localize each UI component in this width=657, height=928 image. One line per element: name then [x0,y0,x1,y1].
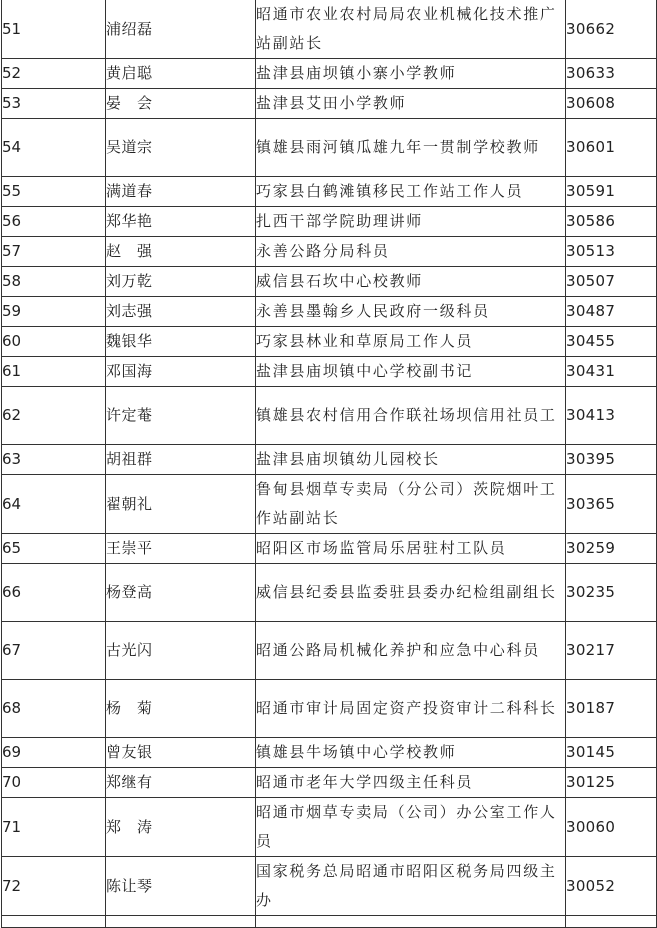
work-unit-cell: 威信县石坎中心校教师 [256,267,566,297]
row-number-cell: 70 [2,768,106,798]
table-row [2,297,657,327]
row-number-cell: 69 [2,738,106,768]
person-name-cell: 王崇平 [106,534,256,564]
row-number-cell: 62 [2,387,106,445]
work-unit-cell: 昭通市老年大学四级主任科员 [256,768,566,798]
table-row [2,357,657,387]
work-unit-cell: 鲁甸县烟草专卖局（分公司）茨院烟叶工作站副站长 [256,475,566,534]
score-cell: 30187 [566,680,657,738]
row-number-cell: 64 [2,475,106,534]
table-row [2,798,657,857]
work-unit-cell: 永善县墨翰乡人民政府一级科员 [256,297,566,327]
person-name-cell: 刘万乾 [106,267,256,297]
table-row [2,177,657,207]
score-cell: 30591 [566,177,657,207]
score-cell: 30365 [566,475,657,534]
work-unit-cell: 威信县纪委县监委驻县委办纪检组副组长 [256,564,566,622]
row-number-cell: 68 [2,680,106,738]
row-number-cell: 60 [2,327,106,357]
person-name-cell: 杨登高 [106,564,256,622]
ranking-table [1,0,657,928]
row-number-cell: 53 [2,89,106,119]
work-unit-cell: 镇雄县雨河镇瓜雄九年一贯制学校教师 [256,119,566,177]
person-name-cell: 陈让琴 [106,857,256,916]
person-name-cell: 许定菴 [106,387,256,445]
work-unit-cell: 永善公路分局科员 [256,237,566,267]
person-name-cell: 郑华艳 [106,207,256,237]
row-number-cell: 56 [2,207,106,237]
row-number-cell: 66 [2,564,106,622]
person-name-cell: 邓国海 [106,357,256,387]
row-number-cell: 55 [2,177,106,207]
work-unit-cell: 扎西干部学院助理讲师 [256,207,566,237]
score-cell: 30125 [566,768,657,798]
work-unit-cell: 镇雄县农村信用合作联社场坝信用社员工 [256,387,566,445]
row-number-cell: 54 [2,119,106,177]
score-cell: 30145 [566,738,657,768]
score-cell: 30513 [566,237,657,267]
work-unit-cell: 镇雄县牛场镇中心学校教师 [256,738,566,768]
work-unit-cell: 昭通公路局机械化养护和应急中心科员 [256,622,566,680]
person-name-cell: 杨 菊 [106,680,256,738]
row-number-cell: 65 [2,534,106,564]
person-name-cell: 赵 强 [106,237,256,267]
row-number-cell: 67 [2,622,106,680]
work-unit-cell: 盐津县艾田小学教师 [256,89,566,119]
score-cell: 30395 [566,445,657,475]
table-row [2,768,657,798]
score-cell: 30455 [566,327,657,357]
row-number-cell: 72 [2,857,106,916]
work-unit-cell: 巧家县白鹤滩镇移民工作站工作人员 [256,177,566,207]
row-number-cell: 59 [2,297,106,327]
work-unit-cell: 国家税务总局昭通市昭阳区税务局四级主办 [256,857,566,916]
row-number-cell: 71 [2,798,106,857]
table-row [2,564,657,622]
score-cell: 30586 [566,207,657,237]
score-cell: 30507 [566,267,657,297]
score-cell: 30431 [566,357,657,387]
work-unit-cell: 巧家县林业和草原局工作人员 [256,327,566,357]
row-number-cell: 57 [2,237,106,267]
person-name-cell: 黄启聪 [106,59,256,89]
table-row [2,387,657,445]
work-unit-cell: 昭通市审计局固定资产投资审计二科科长 [256,680,566,738]
person-name-cell: 郑 涛 [106,798,256,857]
person-name-cell: 刘志强 [106,297,256,327]
work-unit-cell: 盐津县庙坝镇中心学校副书记 [256,357,566,387]
row-number-cell: 61 [2,357,106,387]
person-name-cell: 翟朝礼 [106,475,256,534]
table-row [2,237,657,267]
table-row [2,738,657,768]
work-unit-cell: 盐津县庙坝镇幼儿园校长 [256,445,566,475]
person-name-cell: 魏银华 [106,327,256,357]
person-name-cell: 胡祖群 [106,445,256,475]
table-row [2,475,657,534]
table-row [2,327,657,357]
table-row [2,267,657,297]
row-number-cell: 51 [2,0,106,59]
score-cell: 30259 [566,534,657,564]
score-cell: 30413 [566,387,657,445]
ranking-table-body [2,0,657,928]
person-name-cell: 吴道宗 [106,119,256,177]
score-cell: 30633 [566,59,657,89]
score-cell: 30060 [566,798,657,857]
work-unit-cell: 盐津县庙坝镇小寨小学教师 [256,59,566,89]
table-row [2,680,657,738]
table-row [2,534,657,564]
table-row [2,119,657,177]
table-row [2,622,657,680]
score-cell: 30052 [566,857,657,916]
row-number-cell: 63 [2,445,106,475]
row-number-cell: 58 [2,267,106,297]
person-name-cell: 浦绍磊 [106,0,256,59]
person-name-cell: 晏 会 [106,89,256,119]
table-row [2,0,657,59]
work-unit-cell: 昭阳区市场监管局乐居驻村工队员 [256,534,566,564]
table-row [2,89,657,119]
person-name-cell: 满道春 [106,177,256,207]
table-row [2,857,657,916]
score-cell: 30235 [566,564,657,622]
score-cell: 30487 [566,297,657,327]
work-unit-cell: 昭通市农业农村局局农业机械化技术推广站副站长 [256,0,566,59]
person-name-cell: 曾友银 [106,738,256,768]
table-row [2,207,657,237]
score-cell: 30217 [566,622,657,680]
score-cell: 30608 [566,89,657,119]
score-cell: 30662 [566,0,657,59]
table-row [2,445,657,475]
person-name-cell: 郑继有 [106,768,256,798]
work-unit-cell: 昭通市烟草专卖局（公司）办公室工作人员 [256,798,566,857]
score-cell: 30601 [566,119,657,177]
table-row [2,59,657,89]
row-number-cell: 52 [2,59,106,89]
person-name-cell: 古光闪 [106,622,256,680]
